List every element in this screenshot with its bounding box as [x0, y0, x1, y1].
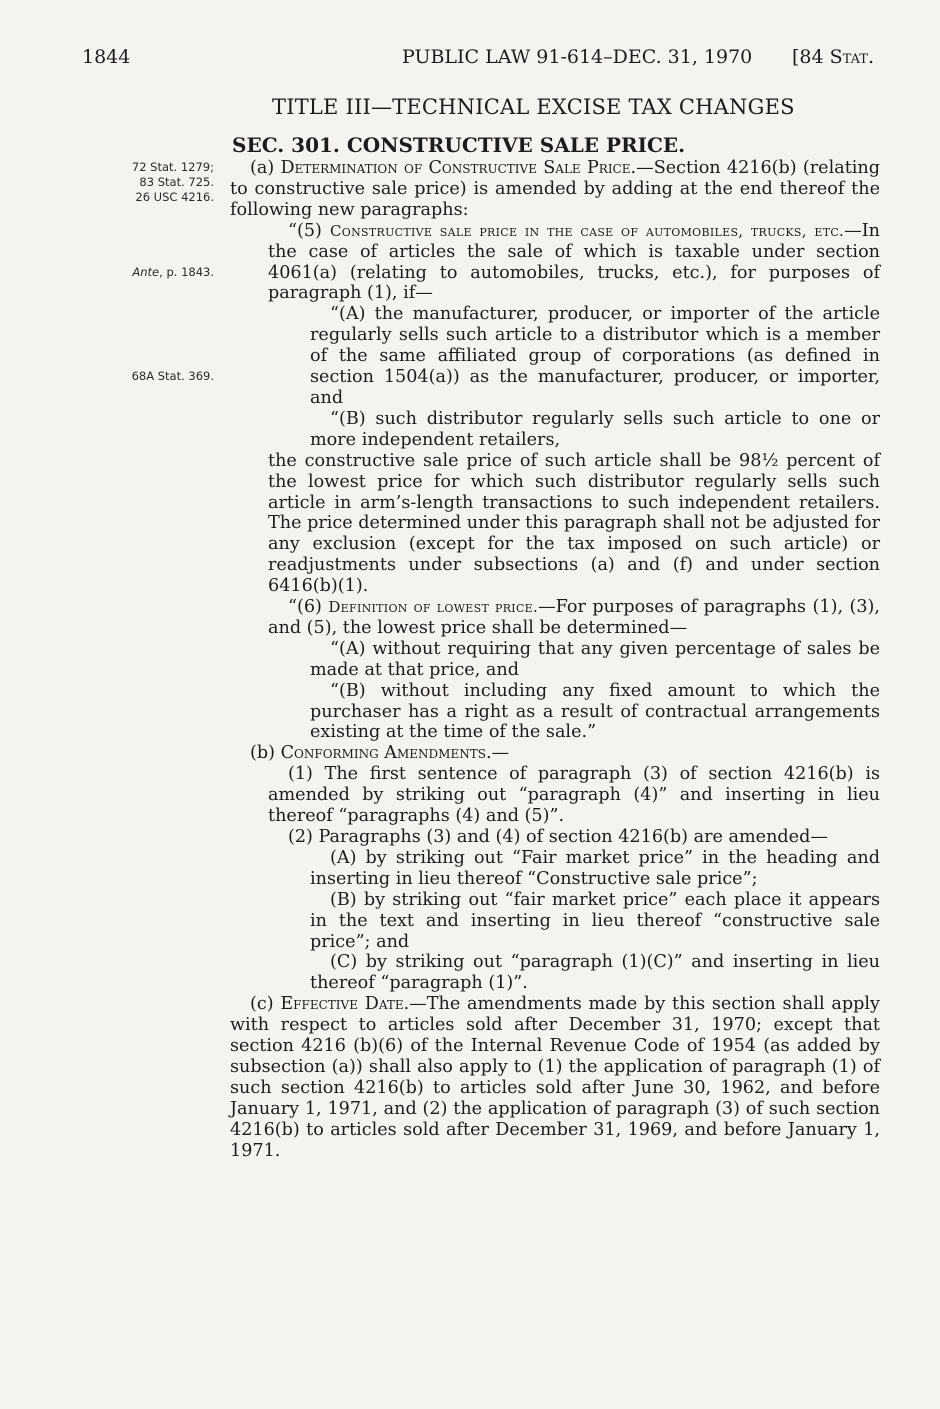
subsection-heading: Determination of Constructive Sale Price. [280, 158, 637, 178]
paragraph-5-B: “(B) such distributor regularly sells such article to one or more independent retailers, [310, 408, 880, 450]
subsection-heading: Conforming Amendments. [280, 743, 492, 764]
section-heading: SEC. 301. CONSTRUCTIVE SALE PRICE. [232, 133, 686, 157]
paragraph-heading: Constructive sale price in the case of automobiles, trucks, etc. [330, 221, 845, 240]
subsection-b-2-C: (C) by striking out “paragraph (1)(C)” and inserting in lieu thereof “paragraph (1)”. [310, 952, 880, 994]
subsection-heading: Effective Date. [280, 994, 410, 1015]
margin-note-ante [64, 265, 214, 280]
margin-note-citations [64, 160, 214, 205]
paragraph-text: —For purposes of paragraphs (1), (3), and (5), the lowest price shall be determined— [268, 597, 880, 638]
subsection-text: —The amendments made by this section shall apply with respect to articles sold after December 31, 1970; except that section 4216 (b)(6) of the Internal Revenue Code of 1954 (as added by subsection (a)) shall also apply to (1) the application of paragraph (1) of such section 4216(b) to articles sold after June 30, 1962, and before January 1, 1971, and (2) the application of paragraph (3) of such section 4216(b) to articles sold after December 31, 1969, and before January 1, 1971. [230, 994, 880, 1161]
paragraph-5-A: “(A) the manufacturer, producer, or importer of the article regularly sells such article to a distributor which is a member of the same affiliated group of corporations (as defined in section 1504(a)) as the manufacturer, producer, or importer, and [310, 304, 880, 408]
paragraph-label: “(5) [288, 220, 330, 241]
page-number: 1844 [82, 46, 131, 68]
margin-note-line: 26 USC 4216. [135, 190, 214, 204]
paragraph-text: —In the case of articles the sale of which is taxable under section 4061(a) (relating to automobiles, trucks, etc.), for purposes of paragraph (1), if— [268, 220, 880, 304]
subsection-label: (a) [250, 158, 281, 178]
volume-citation [792, 46, 874, 68]
subsection-dash: — [491, 743, 510, 764]
margin-note-68a: 68A Stat. 369. [131, 369, 214, 383]
paragraph-heading: Definition of lowest price. [328, 598, 539, 617]
paragraph-6-B: “(B) without including any fixed amount to which the purchaser has a right as a result of contractual arrangements existing at the time of the sale.” [310, 680, 880, 743]
section-body [230, 158, 880, 1162]
subsection-label: (c) [250, 994, 281, 1015]
subsection-b-2: (2) Paragraphs (3) and (4) of section 4216(b) are amended— [288, 827, 828, 847]
paragraph-6 [230, 597, 880, 639]
margin-note-ante-italic: Ante [132, 265, 160, 279]
margin-note-line: 83 Stat. 725. [139, 175, 214, 189]
volume-prefix: [84 [792, 46, 830, 68]
subsection-b [230, 743, 880, 764]
margin-note-ante-rest: , p. 1843. [159, 265, 214, 279]
title-heading: TITLE III—TECHNICAL EXCISE TAX CHANGES [272, 95, 795, 119]
subsection-label: (b) [250, 743, 281, 764]
subsection-b-2-B: (B) by striking out “fair market price” each place it appears in the text and inserting in lieu thereof “constructive sale price”; and [310, 889, 880, 952]
paragraph-5 [230, 221, 880, 305]
margin-note-line: 72 Stat. 1279; [131, 160, 214, 174]
subsection-b-1: (1) The first sentence of paragraph (3) of section 4216(b) is amended by striking out “paragraph (4)” and inserting in lieu thereof “paragraphs (4) and (5)”. [268, 764, 880, 827]
paragraph-5-flush: the constructive sale price of such article shall be 98½ percent of the lowest price for which such distributor regularly sells such article in arm’s-length transactions to such independent retailers. The price determined under this paragraph shall not be adjusted for any exclusion (except for the tax imposed on such article) or readjustments under subsections (a) and (f) and under section 6416(b)(1). [268, 450, 880, 597]
subsection-c [230, 994, 880, 1161]
subsection-text: —Section 4216(b) (relating to constructive sale price) is amended by adding at the end thereof the following new paragraphs: [230, 158, 881, 220]
paragraph-6-A: “(A) without requiring that any given percentage of sales be made at that price, and [310, 638, 880, 680]
subsection-a [230, 158, 880, 221]
running-title: PUBLIC LAW 91-614–DEC. 31, 1970 [402, 46, 753, 68]
paragraph-label: “(6) [288, 597, 329, 618]
subsection-b-2-A: (A) by striking out “Fair market price” in the heading and inserting in lieu thereof “Constructive sale price”; [310, 847, 880, 889]
volume-label: Stat. [829, 46, 875, 68]
